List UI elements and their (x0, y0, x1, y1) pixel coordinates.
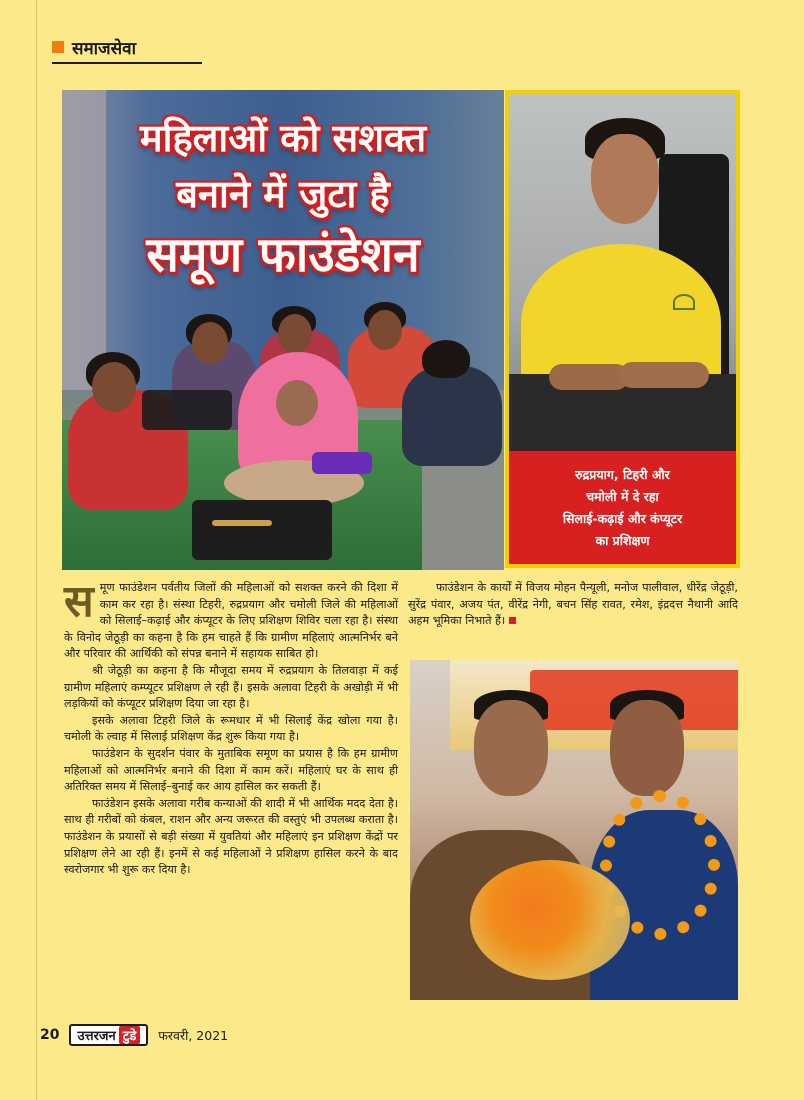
article-paragraph: इसके अलावा टिहरी जिले के रूमधार में भी सिलाई केंद्र खोला गया है। चमोली के ल्वाह में सिलाई प्रशिक्षण केंद्र शुरू किया गया है। (64, 713, 398, 744)
flower-bouquet (470, 860, 630, 980)
headline (62, 110, 504, 288)
margin-rule (36, 0, 37, 1100)
section-underline (52, 62, 202, 64)
magazine-logo (69, 1024, 148, 1046)
article-paragraph: फाउंडेशन इसके अलावा गरीब कन्याओं की शादी में भी आर्थिक मदद देता है। साथ ही गरीबों को कंबल, राशन और अन्य जरूरत की वस्तुएं भी उपलब्ध कराता है। फाउंडेशन के प्रयासों से बड़ी संख्या में युवतियां और महिलाएं इन प्रशिक्षण केंद्रों पर प्रशिक्षण लेने आ रही हैं। इनमें से कई महिलाओं ने प्रशिक्षण हासिल करने के बाद स्वरोजगार भी शुरू कर दिया है। (64, 796, 398, 877)
portrait-photo (509, 94, 736, 451)
magazine-logo-part2: टुडे (119, 1026, 141, 1044)
shirt-logo-icon (673, 294, 695, 310)
article-paragraph: फाउंडेशन के सुदर्शन पंवार के मुताबिक समूण का प्रयास है कि हम ग्रामीण महिलाओं को आत्मनिर्भर बनाने की दिशा में काम करें। महिलाएं घर के साथ ही अतिरिक्त समय में सिलाई–बुनाई कर आय हासिल कर सकती हैं। (64, 746, 398, 794)
caption-line-3: सिलाई-कढ़ाई और कंप्यूटर (562, 510, 683, 526)
sewing-machine (192, 500, 332, 560)
page-number: 20 (40, 1027, 60, 1043)
caption-line-1: रुद्रप्रयाग, टिहरी और (575, 466, 670, 482)
magazine-logo-part1: उत्तरजन (77, 1029, 116, 1044)
headline-line-2: बनाने में जुटा है (176, 172, 390, 216)
dropcap: स (64, 576, 94, 627)
page-footer (40, 1022, 228, 1048)
trainee-figure (402, 366, 502, 466)
article-paragraph: फाउंडेशन के कार्यों में विजय मोहन पैन्यूली, मनोज पालीवाल, धीरेंद्र जेठूड़ी, सुरेंद्र पंवार, अजय पंत, वीरेंद्र नेगी, बचन सिंह रावत, रमेश, इंद्रदत्त नैथानी आदि अहम भूमिका निभाते हैं। (408, 581, 738, 628)
article-column-left (64, 576, 398, 879)
section-label: समाजसेवा (72, 38, 137, 59)
caption-line-2: चमोली में दे रहा (586, 488, 659, 504)
felicitation-photo (410, 660, 738, 1000)
portrait-caption (509, 451, 736, 564)
article-column-right (408, 580, 738, 630)
end-mark-icon (509, 617, 516, 624)
section-header (52, 30, 136, 64)
headline-line-1: महिलाओं को सशक्त (139, 116, 427, 160)
section-marker-icon (52, 41, 64, 53)
article-paragraph: समूण फाउंडेशन पर्वतीय जिलों की महिलाओं को सशक्त करने की दिशा में काम कर रहा है। संस्था टिहरी, रुद्रप्रयाग और चमोली जिले की महिलाओं को सिलाई–कढ़ाई और कंप्यूटर के लिए प्रशिक्षण शिविर चला रहा है। संस्था के विनोद जेठूड़ी का कहना है कि हम चाहते हैं कि ग्रामीण महिलाएं आत्मनिर्भर बने और परिवार की आर्थिकी को संपन्न बनाने में सहायक साबित हो। (64, 576, 398, 661)
headline-line-3: समूण फाउंडेशन (146, 227, 420, 283)
issue-date: फरवरी, 2021 (158, 1027, 229, 1043)
sewing-machine (142, 390, 232, 430)
article-paragraph: श्री जेठूड़ी का कहना है कि मौजूदा समय में रुद्रप्रयाग के तिलवाड़ा में कई ग्रामीण महिलाएं कम्प्यूटर प्रशिक्षण ले रही हैं। इसके अलावा टिहरी के अखोड़ी में भी लड़कियों को कंप्यूटर प्रशिक्षण दिया जा रहा है। (64, 663, 398, 711)
caption-line-4: का प्रशिक्षण (595, 532, 650, 548)
